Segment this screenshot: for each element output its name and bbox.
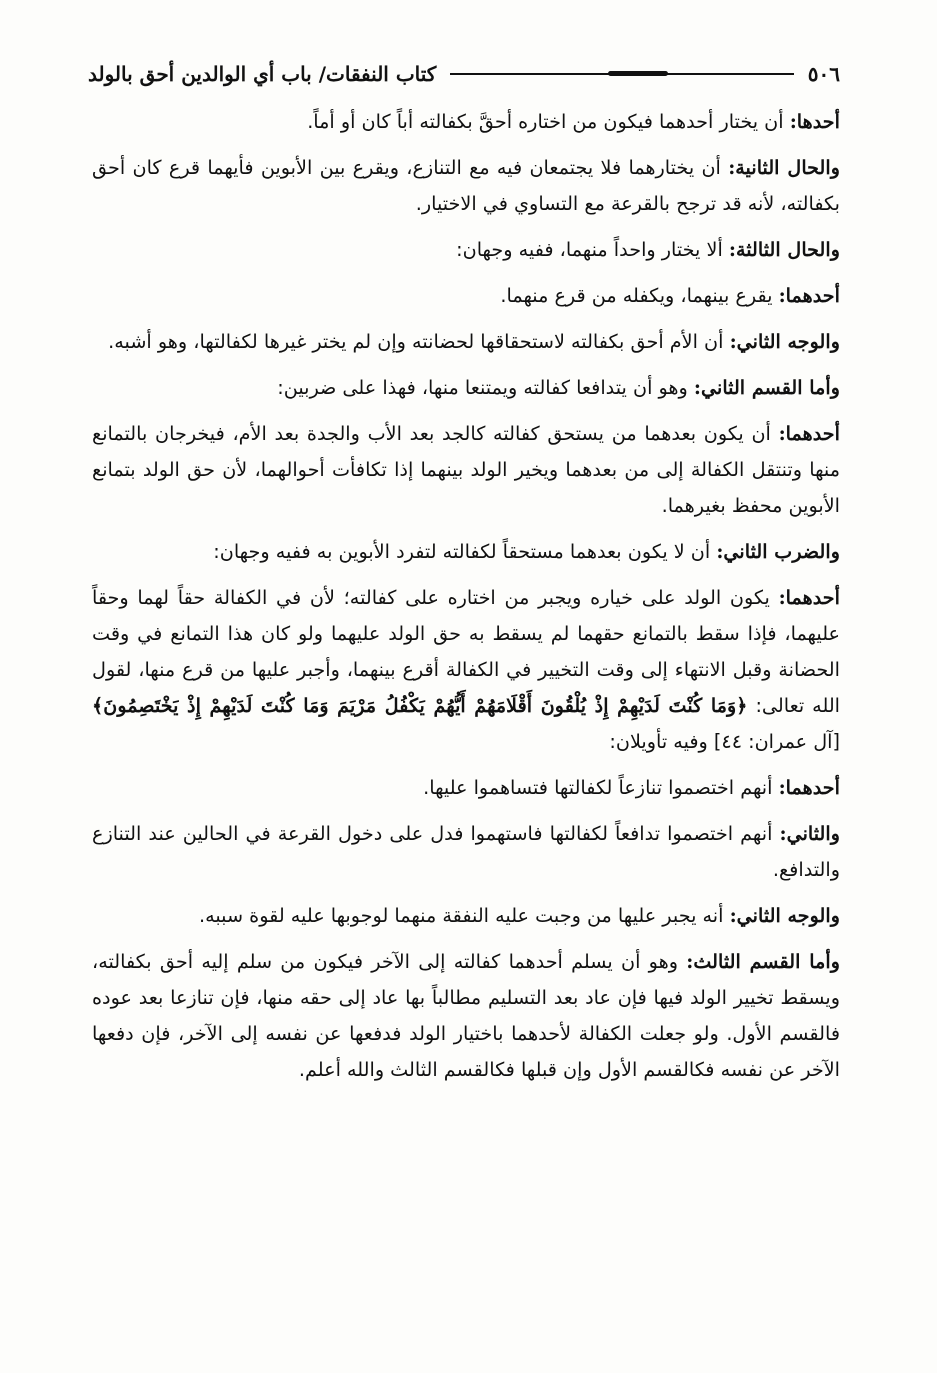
paragraph-lead: أحدهما:: [778, 776, 840, 799]
paragraph-text: أنهم اختصموا تدافعاً لكفالتها فاستهموا فدل على دخول القرعة في الحالين عند التنازع والتدافع.: [92, 822, 840, 881]
paragraph: [92, 770, 840, 806]
paragraph: [92, 278, 840, 314]
paragraph-text: ألا يختار واحداً منهما، ففيه وجهان:: [456, 238, 729, 261]
paragraph-text: أن لا يكون بعدهما مستحقاً لكفالته لتفرد الأبوين به ففيه وجهان:: [213, 540, 717, 563]
paragraph-lead: والحال الثانية:: [728, 156, 840, 179]
paragraph: [92, 324, 840, 360]
quran-verse: ﴿وَمَا كُنْتَ لَدَيْهِمْ إِذْ يُلْقُونَ أَقْلَامَهُمْ أَيُّهُمْ يَكْفُلُ مَرْيَمَ وَمَا كُنْتَ لَدَيْهِمْ إِذْ يَخْتَصِمُونَ﴾: [92, 694, 748, 717]
running-title: كتاب النفقات/ باب أي الوالدين أحق بالولد: [88, 62, 437, 86]
paragraph-text: يكون الولد على خياره ويجبر من اختاره على كفالته؛ لأن في الكفالة حقاً لهما وحقاً عليهما، فإذا سقط بالتمانع حقهما لم يسقط به حق الولد عليهما ولو كان هذا التمانع في وقت الحضانة وقبل الانتهاء إلى وقت التخيير في الكفالة أقرع بينهما، وأجبر عليها من قرع منها، لقول الله تعالى:: [92, 586, 841, 717]
paragraph-text: أن الأم أحق بكفالته لاستحقاقها لحضانته وإن لم يختر غيرها لكفالتها، وهو أشبه.: [108, 330, 730, 353]
paragraph-lead: أحدهما:: [778, 422, 840, 445]
paragraph: [92, 898, 840, 934]
header-rule: [450, 73, 793, 75]
paragraph: [92, 816, 840, 888]
paragraph-text: يقرع بينهما، ويكفله من قرع منهما.: [500, 284, 779, 307]
paragraph-text-tail: [آل عمران: ٤٤] وفيه تأويلان:: [609, 730, 840, 753]
paragraph-lead: والوجه الثاني:: [729, 330, 840, 353]
paragraph: [92, 534, 840, 570]
paragraph-lead: والحال الثالثة:: [728, 238, 840, 261]
paragraph-lead: والضرب الثاني:: [716, 540, 840, 563]
page-number: ٥٠٦: [807, 62, 840, 86]
paragraph-text: وهو أن يسلم أحدهما كفالته إلى الآخر فيكون من سلم إليه أحق بكفالته، ويسقط تخيير الولد فيها فإن عاد بعد التسليم مطالباً بها عاد إلى حقه منها، فإن تنازعا بعد عوده فالقسم الأول. ولو جعلت الكفالة لأحدهما باختيار الولد فدفعها عن نفسه إلى الآخر، فإن دفعها الآخر عن نفسه فكالقسم الأول وإن قبلها فكالقسم الثالث والله أعلم.: [92, 950, 840, 1081]
paragraph-text: أنهم اختصموا تنازعاً لكفالتها فتساهموا عليها.: [423, 776, 779, 799]
page-header: [88, 52, 840, 96]
paragraph-text: وهو أن يتدافعا كفالته ويمتنعا منها، فهذا على ضربين:: [277, 376, 694, 399]
paragraph-lead: والثاني:: [779, 822, 840, 845]
paragraph: [92, 150, 840, 222]
paragraph-lead: أحدهما:: [778, 284, 840, 307]
paragraph: [92, 232, 840, 268]
paragraph-lead: أحدهما:: [778, 586, 840, 609]
paragraph: [92, 580, 840, 760]
paragraph-text: أن يكون بعدهما من يستحق كفالته كالجد بعد الأب والجدة بعد الأم، فيخرجان بالتمانع منها وتنتقل الكفالة إلى من بعدهما ويخير الولد بينهما إذا تكافأت أحوالهما، لأن حق الولد بتمانع الأبوين محفظ بغيرهما.: [92, 422, 840, 517]
paragraph: [92, 370, 840, 406]
paragraph: [92, 944, 840, 1088]
paragraph-lead: وأما القسم الثالث:: [686, 950, 840, 973]
page-body: [92, 104, 840, 1098]
paragraph-lead: أحدها:: [789, 110, 840, 133]
paragraph-text: أن يختارهما فلا يجتمعان فيه مع التنازع، ويقرع بين الأبوين فأيهما قرع كان أحق بكفالته، لأنه قد ترجح بالقرعة مع التساوي في الاختيار.: [92, 156, 840, 215]
paragraph-text: أنه يجبر عليها من وجبت عليه النفقة منهما لوجوبها عليه لقوة سببه.: [199, 904, 730, 927]
paragraph-lead: وأما القسم الثاني:: [693, 376, 840, 399]
paragraph: [92, 416, 840, 524]
paragraph: [92, 104, 840, 140]
paragraph-lead: والوجه الثاني:: [729, 904, 840, 927]
paragraph-text: أن يختار أحدهما فيكون من اختاره أحقَّ بكفالته أباً كان أو أماً.: [307, 110, 790, 133]
